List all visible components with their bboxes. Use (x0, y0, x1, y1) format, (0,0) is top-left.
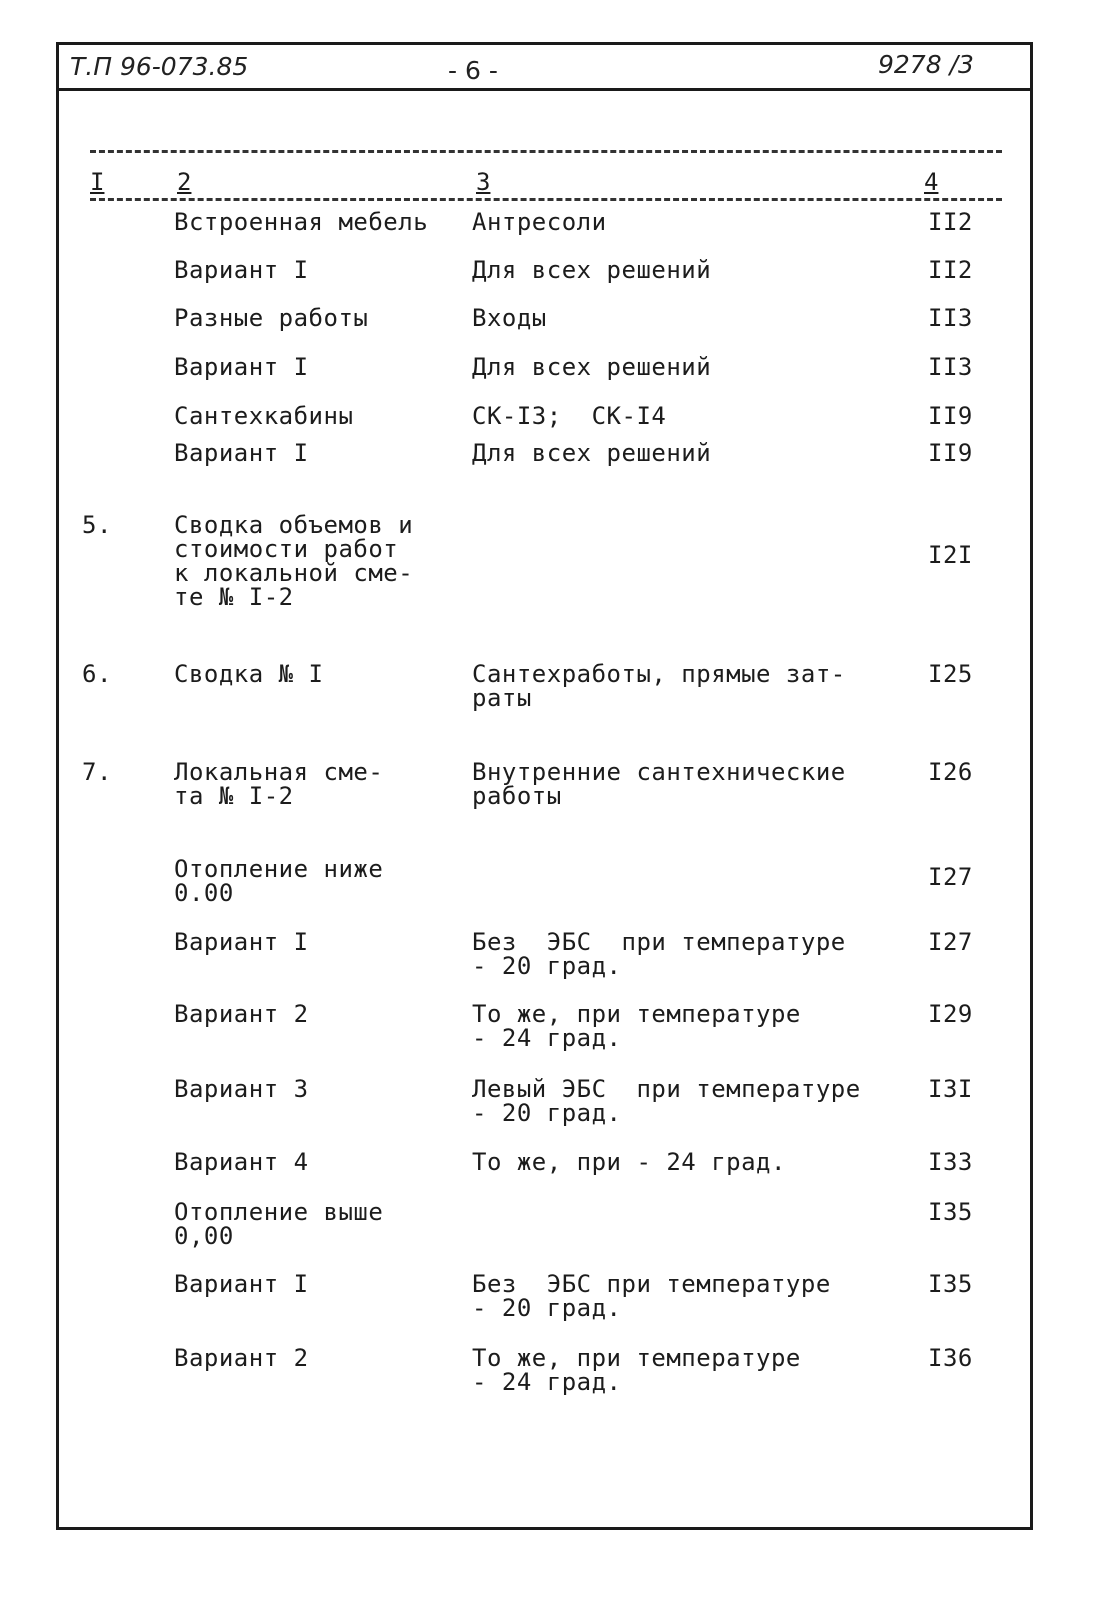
row-description: Левый ЭБС при температуре - 20 град. (472, 1075, 861, 1127)
row-name: Вариант I (174, 353, 309, 381)
row-description: Без ЭБС при температуре - 20 град. (472, 1270, 831, 1322)
row-page-number: I35 (928, 1198, 973, 1226)
row-page-number: I3I (928, 1075, 973, 1103)
row-description: То же, при температуре - 24 град. (472, 1344, 801, 1396)
row-name: Вариант 3 (174, 1075, 309, 1103)
row-description: Антресоли (472, 208, 607, 236)
row-name: Вариант 2 (174, 1000, 309, 1028)
column-3-header: 3 (476, 168, 491, 196)
row-name: Сводка объемов и стоимости работ к локальной сме- те № I-2 (174, 511, 414, 611)
row-page-number: I2I (928, 541, 973, 569)
row-description: Внутренние сантехнические работы (472, 758, 846, 810)
row-description: То же, при температуре - 24 град. (472, 1000, 801, 1052)
row-page-number: I26 (928, 758, 973, 786)
row-page-number: I27 (928, 928, 973, 956)
row-name: Сводка № I (174, 660, 324, 688)
row-page-number: II2 (928, 256, 973, 284)
header-divider (56, 88, 1033, 91)
row-name: Разные работы (174, 304, 369, 332)
row-description: СК-I3; СК-I4 (472, 402, 667, 430)
row-name: Вариант I (174, 928, 309, 956)
row-page-number: II9 (928, 402, 973, 430)
row-page-number: I25 (928, 660, 973, 688)
column-4-header: 4 (924, 168, 939, 196)
row-description: Для всех решений (472, 439, 712, 467)
row-name: Сантехкабины (174, 402, 354, 430)
row-name: Вариант I (174, 256, 309, 284)
row-name: Вариант I (174, 1270, 309, 1298)
row-description: Сантехработы, прямые зат- раты (472, 660, 846, 712)
row-description: То же, при - 24 град. (472, 1148, 786, 1176)
row-description: Без ЭБС при температуре - 20 град. (472, 928, 846, 980)
page-number: - 6 - (448, 56, 498, 85)
row-description: Для всех решений (472, 353, 712, 381)
row-number: 7. (82, 758, 112, 786)
table-top-rule (90, 150, 1002, 153)
row-name: Вариант 4 (174, 1148, 309, 1176)
sheet-reference: 9278 /3 (878, 50, 974, 79)
row-name: Вариант 2 (174, 1344, 309, 1372)
row-name: Локальная сме- та № I-2 (174, 758, 384, 810)
row-name: Отопление ниже 0.00 (174, 855, 384, 907)
row-description: Входы (472, 304, 547, 332)
row-page-number: II3 (928, 353, 973, 381)
row-page-number: II9 (928, 439, 973, 467)
column-header-rule (90, 198, 1002, 201)
row-page-number: I36 (928, 1344, 973, 1372)
row-page-number: I35 (928, 1270, 973, 1298)
row-name: Вариант I (174, 439, 309, 467)
row-page-number: II2 (928, 208, 973, 236)
row-number: 6. (82, 660, 112, 688)
doc-code: Т.П 96-073.85 (70, 52, 249, 81)
column-2-header: 2 (177, 168, 192, 196)
row-page-number: I33 (928, 1148, 973, 1176)
column-1-header: I (90, 168, 105, 196)
row-name: Встроенная мебель (174, 208, 429, 236)
row-page-number: I29 (928, 1000, 973, 1028)
row-page-number: I27 (928, 863, 973, 891)
row-number: 5. (82, 511, 112, 539)
row-page-number: II3 (928, 304, 973, 332)
row-name: Отопление выше 0,00 (174, 1198, 384, 1250)
row-description: Для всех решений (472, 256, 712, 284)
